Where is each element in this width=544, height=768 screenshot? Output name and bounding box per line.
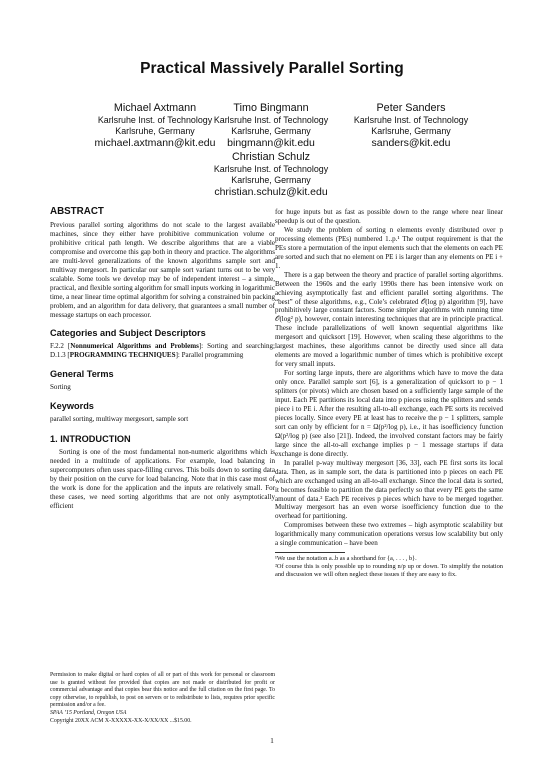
author-location: Karlsruhe, Germany [231, 126, 311, 136]
categories-part: ]: Sorting and searching; D.1.3 [ [50, 342, 275, 360]
abstract-text: Previous parallel sorting algorithms do not scale to the largest available machines, since they either have prohibitive communication volume or prohibitive critical path length. We describe algorithms that are a viable compromise and overcome this gap both in theory and practice. The algorithms are multi-level generalizations of the known algorithms sample sort and multiway mergesort. In particular our sample sort variant turns out to be very scalable. Some tools we develop may be of independent interest – a simple, practical, and flexible sorting algorithm for small inputs working in logarithmic time, a near linear time optimal algorithm for solving a constrained bin packing problem, and an algorithm for data delivery, that guarantees a small number of message startups on each processor. [50, 221, 275, 319]
copyright-text: Copyright 20XX ACM X-XXXXX-XX-X/XX/XX ...$15.00. [50, 717, 192, 724]
categories-bold: PROGRAMMING TECHNIQUES [69, 351, 176, 360]
left-column [50, 206, 275, 511]
author-email[interactable]: christian.schulz@kit.edu [214, 186, 328, 198]
introduction-heading: 1. INTRODUCTION [50, 434, 131, 445]
author-location: Karlsruhe, Germany [231, 175, 311, 185]
body-paragraph: For sorting large inputs, there are algorithms which have to move the data only once. Parallel sample sort [6], is a generalization of quicksort to p − 1 splitters (or pivots) which are chosen based on a sufficiently large sample of the input. Each PE partitions its local data into p pieces using the splitters and sends piece i to PE i. After the resulting all-to-all exchange, each PE sorts its received pieces locally. Since every PE at least has to receive the p − 1 splitters, sample sort can only by efficient for n = Ω(p²/log p), i.e., it has isoefficiency function Ω(p²/log p) (see also [21]). Indeed, the involved constant factors may be fairly large since the all-to-all exchange implies p − 1 message startups if data exchange is done directly. [275, 369, 503, 458]
author-email[interactable]: michael.axtmann@kit.edu [94, 137, 216, 149]
venue-text: SPAA ’15 Portland, Oregon USA [50, 709, 127, 716]
author-affiliation: Karlsruhe Inst. of Technology [353, 115, 469, 125]
author-name: Peter Sanders [376, 102, 446, 114]
permission-text: Permission to make digital or hard copies of all or part of this work for personal or classroom use is granted without fee provided that copies are not made or distributed for profit or commercial advantage and that copies bear this notice and the full citation on the first page. To copy otherwise, to republish, to post on servers or to redistribute to lists, requires prior specific permission and/or a fee. [50, 672, 275, 709]
author-block [321, 102, 501, 150]
paper-title: Practical Massively Parallel Sorting [140, 60, 404, 77]
general-terms-heading: General Terms [50, 369, 114, 380]
keywords-text: parallel sorting, multiway mergesort, sample sort [50, 415, 189, 424]
page-number: 1 [270, 736, 274, 745]
author-email[interactable]: bingmann@kit.edu [227, 137, 315, 149]
body-paragraph: There is a gap between the theory and practice of parallel sorting algorithms. Between the 1960s and the early 1990s there has been intensive work on achieving asymptotically fast and efficient parallel sorting algorithms. The “best” of these algorithms, e.g., Cole’s celebrated 𝒪(log p) algorithm [9], have prohibitively large constant factors. Some simpler algorithms with running time 𝒪(log² p), however, contain interesting techniques that are in principle practical. These include parallelizations of well known sequential algorithms like mergesort and quicksort [19]. However, when scaling these algorithms to the largest machines, these algorithms cannot be directly used since all data elements are moved a logarithmic number of times which is prohibitive except for very small inputs. [275, 270, 503, 369]
right-column [275, 208, 503, 579]
body-paragraph: In parallel p-way multiway mergesort [36, 33], each PE first sorts its local data. Then, as in sample sort, the data is partitioned into p pieces on each PE which are exchanged using an all-to-all exchange. Since the local data is sorted, it becomes feasible to partition the data perfectly so that every PE gets the same amount of data.² Each PE receives p pieces which have to be merged together. Multiway mergesort has an even worse isoefficiency function due to the overhead for partitioning. [275, 458, 503, 521]
author-affiliation: Karlsruhe Inst. of Technology [213, 115, 329, 125]
author-name: Michael Axtmann [113, 102, 197, 114]
general-terms-text: Sorting [50, 383, 71, 392]
author-affiliation: Karlsruhe Inst. of Technology [213, 164, 329, 174]
body-paragraph: for huge inputs but as fast as possible down to the range where near linear speedup is out of the question. [275, 208, 503, 225]
introduction-paragraph: Sorting is one of the most fundamental non-numeric algorithms which is needed in a multitude of applications. For example, load balancing in supercomputers often uses space-filling curves. This boils down to sorting data by their position on the curve for load balancing. Note that in this case most of the work is done for the application and the inputs are relatively small. For these cases, we need sorting algorithms that are not only asymptotically efficient [50, 448, 275, 511]
categories-bold: Nonnumerical Algorithms and Problems [70, 342, 199, 351]
body-paragraph: We study the problem of sorting n elements evenly distributed over p processing elements (PEs) numbered 1..p.¹ The output requirement is that the PEs store a permutation of the input elements such that the elements on each PE are sorted and such that no element on PE i is larger than any elements on PE i + 1. [275, 225, 503, 270]
author-name: Timo Bingmann [233, 102, 309, 114]
author-name: Christian Schulz [231, 151, 310, 163]
author-affiliation: Karlsruhe Inst. of Technology [97, 115, 213, 125]
author-email[interactable]: sanders@kit.edu [371, 137, 451, 149]
keywords-heading: Keywords [50, 401, 94, 412]
categories-heading: Categories and Subject Descriptors [50, 328, 206, 339]
author-location: Karlsruhe, Germany [371, 126, 451, 136]
categories-part: ]: Parallel programming [175, 351, 244, 360]
footnote: ¹We use the notation a..b as a shorthand for {a, . . . , b}. [275, 555, 417, 563]
categories-text [50, 342, 275, 360]
footnote: ²Of course this is only possible up to rounding n/p up or down. To simplify the notation and discussion we will often neglect these issues if they are easy to fix. [275, 563, 503, 579]
author-location: Karlsruhe, Germany [115, 126, 195, 136]
body-paragraph: Compromises between these two extremes – high asymptotic scalability but logarithmically many communication operations versus low scalability but only a single communication – have been [275, 521, 503, 548]
abstract-heading: ABSTRACT [50, 206, 104, 217]
categories-part: F.2.2 [ [50, 342, 71, 351]
author-block [181, 151, 361, 199]
permission-block [50, 672, 275, 725]
footnote-rule [275, 552, 345, 553]
